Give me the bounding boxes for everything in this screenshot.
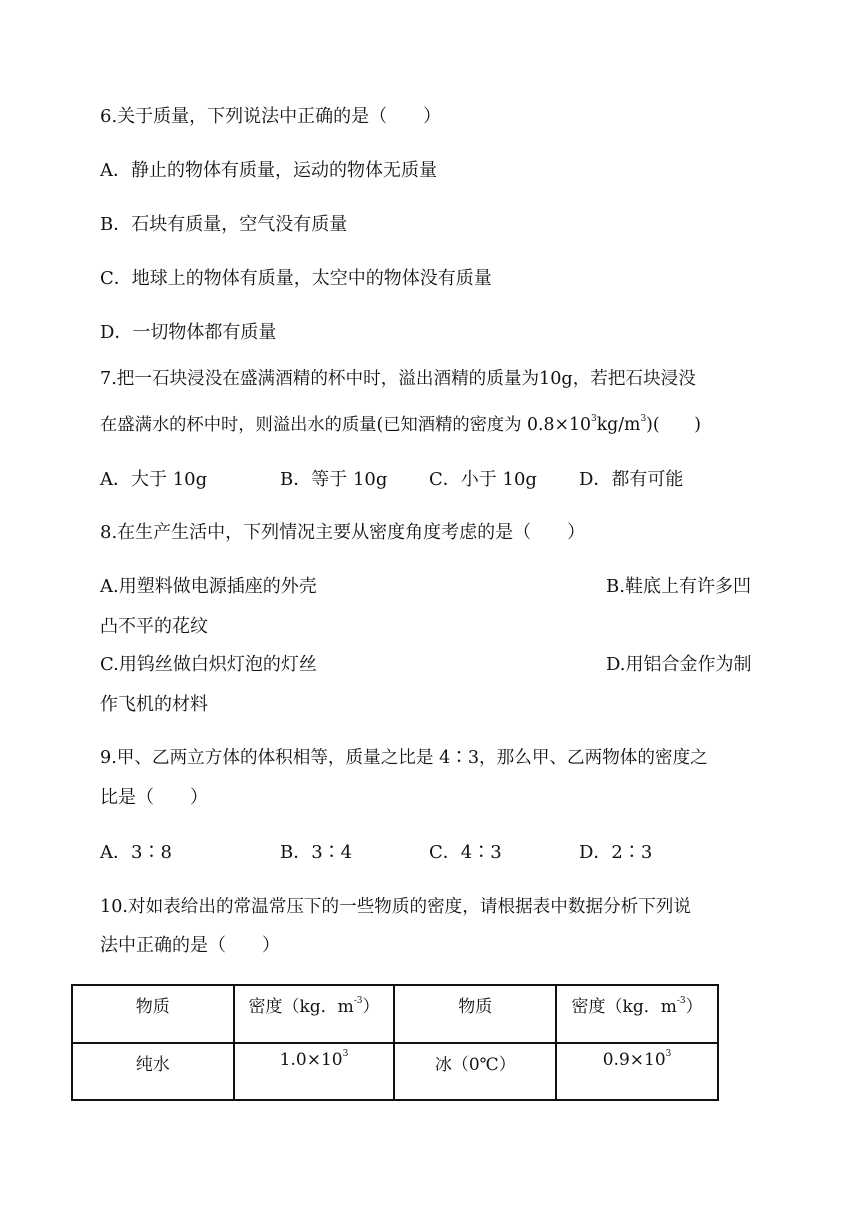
q7-option-c: C．小于 10g [429, 469, 537, 490]
q7-option-a: A．大于 10g [100, 469, 208, 490]
header-density-1-label: 密度（kg．m [248, 997, 354, 1017]
density-table [71, 984, 719, 1101]
q6-stem: 6.关于质量，下列说法中正确的是（ ） [100, 106, 442, 127]
table-row [72, 1043, 718, 1100]
q7-exponent-2: 3 [640, 414, 647, 424]
cell-density-pure-water-exponent: 3 [342, 1049, 349, 1059]
cell-density-ice-exponent: 3 [665, 1049, 672, 1059]
cell-density-pure-water-value: 1.0×10 [279, 1050, 343, 1070]
header-density-1 [234, 985, 395, 1043]
q7-stem-end: )( ) [646, 415, 701, 435]
q6-option-a: A．静止的物体有质量，运动的物体无质量 [100, 160, 437, 181]
cell-density-ice-value: 0.9×10 [602, 1050, 666, 1070]
header-density-2 [556, 985, 718, 1043]
header-substance-2: 物质 [394, 985, 556, 1043]
q10-stem-line1: 10.对如表给出的常温常压下的一些物质的密度，请根据表中数据分析下列说 [100, 897, 691, 917]
q8-stem: 8.在生产生活中，下列情况主要从密度角度考虑的是（ ） [100, 522, 586, 543]
q7-option-d: D．都有可能 [579, 469, 684, 490]
q6-option-d: D．一切物体都有质量 [100, 322, 277, 343]
q9-stem-line2: 比是（ ） [100, 787, 208, 808]
q8-option-a: A.用塑料做电源插座的外壳 [100, 576, 317, 597]
q8-option-b-continued: 凸不平的花纹 [100, 616, 208, 637]
q6-option-c: C．地球上的物体有质量，太空中的物体没有质量 [100, 268, 492, 289]
q8-option-c: C.用钨丝做白炽灯泡的灯丝 [100, 654, 317, 675]
header-density-2-close: ） [685, 997, 703, 1017]
q9-stem-line1: 9.甲、乙两立方体的体积相等，质量之比是 4∶3，那么甲、乙两物体的密度之 [100, 748, 708, 768]
header-density-2-exponent: -3 [676, 996, 686, 1006]
q6-option-b: B．石块有质量，空气没有质量 [100, 214, 348, 235]
q9-option-d: D．2∶3 [579, 842, 653, 863]
q9-option-b: B．3∶4 [280, 842, 353, 863]
q7-exponent-1: 3 [590, 414, 597, 424]
q7-option-b: B．等于 10g [280, 469, 388, 490]
table-header-row [72, 985, 718, 1043]
q8-option-d: D.用铝合金作为制 [606, 654, 752, 675]
cell-density-ice [556, 1043, 718, 1100]
q7-stem-line2-text: 在盛满水的杯中时，则溢出水的质量(已知酒精的密度为 0.8×10 [100, 415, 591, 435]
q7-unit: kg/m [596, 415, 641, 435]
header-density-2-label: 密度（kg．m [571, 997, 677, 1017]
q8-option-b: B.鞋底上有许多凹 [606, 576, 751, 597]
q7-stem-line1: 7.把一石块浸没在盛满酒精的杯中时，溢出酒精的质量为10g，若把石块浸没 [100, 369, 696, 389]
header-substance-1: 物质 [72, 985, 234, 1043]
q9-option-c: C．4∶3 [429, 842, 502, 863]
q7-stem-line2 [100, 412, 701, 438]
cell-substance-pure-water: 纯水 [72, 1043, 234, 1100]
cell-density-pure-water [234, 1043, 395, 1100]
q8-option-d-continued: 作飞机的材料 [100, 694, 208, 715]
cell-substance-ice: 冰（0℃） [394, 1043, 556, 1100]
header-density-1-exponent: -3 [353, 996, 363, 1006]
q9-option-a: A．3∶8 [100, 842, 172, 863]
q10-stem-line2: 法中正确的是（ ） [100, 935, 280, 956]
header-density-1-close: ） [362, 997, 380, 1017]
